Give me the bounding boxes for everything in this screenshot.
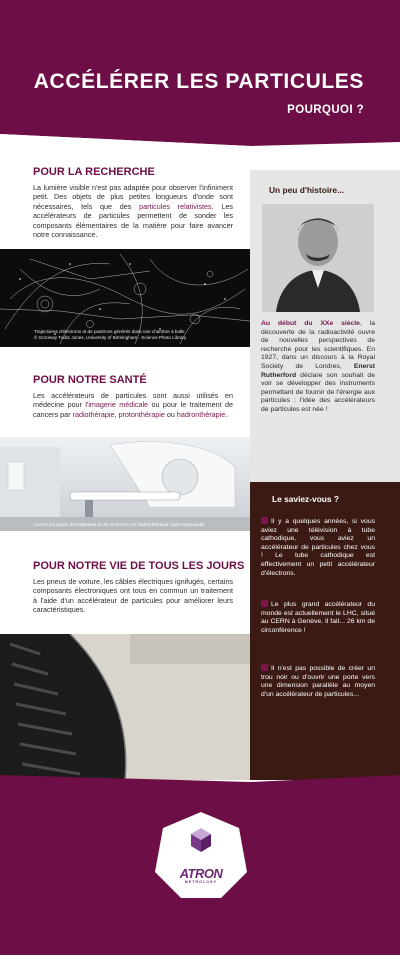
research-photo-caption: Trajectoires d'électrons et de positrons générés dans une chambre à bulle © Goronwy Tudor Jones, University of Birmingham - Science Photo Library <box>34 329 187 340</box>
page-subtitle: POURQUOI ? <box>287 104 364 116</box>
treatment-room-photo <box>0 437 250 531</box>
research-heading: POUR LA RECHERCHE <box>33 166 155 178</box>
daily-paragraph: Les pneus de voiture, les câbles électriques ignifugés, certains composants électroniques ont tous en commun un traitement à l'aide d'un accélérateur de particules pour améliorer leurs caractéristiques. <box>33 577 233 615</box>
logo-subtitle: METROLOGY <box>184 880 218 884</box>
history-paragraph: Au début du XXe siècle, la découverte de la radioactivité ouvre de nouvelles perspectives de recherche pour les scientifiques. En 1927, dans un discours à la Royal Society de Londres, Enerst Rutherford déclare son souhait de voir se développer des instruments permettant de fournir de l'énergie aux particules : l'idée des accélérateurs de particules est née ! <box>261 320 375 413</box>
rutherford-portrait <box>262 204 374 312</box>
bullet-icon <box>261 600 268 607</box>
tire-image <box>0 634 250 780</box>
fact-item-3: Il n'est pas possible de créer un trou noir ou d'ouvrir une porte vers une dimension parallèle au moyen d'un accélérateur de particules... <box>261 665 375 698</box>
fact-item-2: Le plus grand accélérateur du monde est actuellement le LHC, situé au CERN à Genève. Il fait... 26 km de circonférence ! <box>261 601 375 634</box>
history-heading: Un peu d'histoire... <box>269 185 345 195</box>
logo-name: ATRON <box>179 866 223 881</box>
health-heading: POUR NOTRE SANTÉ <box>33 374 147 386</box>
tire-photo <box>0 634 250 780</box>
bullet-icon <box>261 664 268 671</box>
atron-logo-icon <box>151 810 251 900</box>
fact-item-1: Il y a quelques années, si vous aviez une télévision à tube cathodique, vous aviez un accélérateur de particules chez vous ! Le tube cathodique est effectivement un petit accélérateur d'électrons. <box>261 518 375 577</box>
research-paragraph: La lumière visible n'est pas adaptée pour observer l'infiniment petit. Des objets de plus petites longueurs d'onde sont nécessaires, tels que des particules relativistes. Les accélérateurs de particules permettent de sonder les composants élémentaires de la matière pour faire avancer notre connaissance. <box>33 183 233 240</box>
daily-heading: POUR NOTRE VIE DE TOUS LES JOURS <box>33 560 245 572</box>
facts-heading: Le saviez-vous ? <box>272 494 340 504</box>
bullet-icon <box>261 517 268 524</box>
page-title: ACCÉLÉRER LES PARTICULES <box>33 70 364 93</box>
treatment-room-image <box>0 437 250 531</box>
health-photo-caption: Centre européen de traitement et de recherche en hadronthérapie Caen-Normandie <box>34 522 205 527</box>
health-paragraph: Les accélérateurs de particules sont aussi utilisés en médecine pour l'imagerie médicale ou pour le traitement de cancers par radiothérapie, protonthérapie ou hadronthérapie. <box>33 391 233 419</box>
